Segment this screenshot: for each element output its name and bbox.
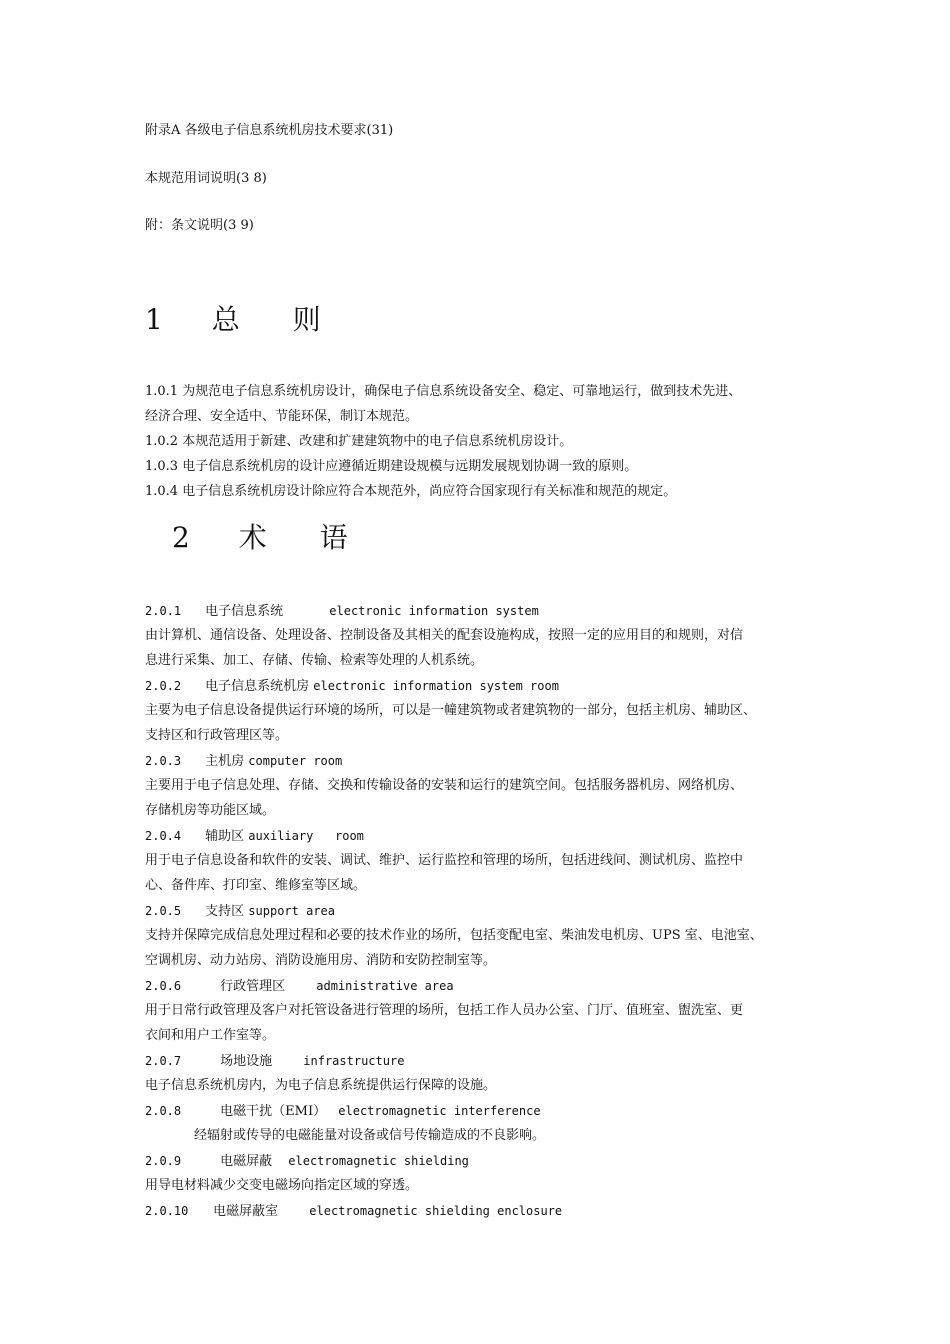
term-chinese: 电子信息系统机房 bbox=[205, 679, 310, 694]
definition-line: 支持区和行政管理区等。 bbox=[145, 728, 289, 743]
chapter-1-heading bbox=[145, 304, 322, 336]
definition-line: 息进行采集、加工、存储、传输、检索等处理的人机系统。 bbox=[145, 653, 484, 668]
term-chinese: 电子信息系统 bbox=[205, 604, 284, 619]
chapter-number: 2 bbox=[172, 521, 191, 554]
toc-entry-appendix-a: 附录A 各级电子信息系统机房技术要求(31) bbox=[145, 123, 394, 138]
term-chinese: 主机房 bbox=[205, 754, 245, 769]
term-entry bbox=[145, 1152, 469, 1171]
toc-entry-wording: 本规范用词说明(3 8) bbox=[145, 171, 267, 186]
term-chinese: 场地设施 bbox=[220, 1054, 273, 1069]
term-entry bbox=[145, 752, 342, 771]
clause-line: 1.0.2 本规范适用于新建、改建和扩建建筑物中的电子信息系统机房设计。 bbox=[145, 434, 573, 449]
term-english: electromagnetic shielding enclosure bbox=[309, 1204, 563, 1218]
term-number: 2.0.3 bbox=[145, 754, 182, 768]
clause-line: 经济合理、安全适中、节能环保，制订本规范。 bbox=[145, 409, 419, 424]
term-english: computer room bbox=[248, 754, 343, 768]
definition-line: 衣间和用户工作室等。 bbox=[145, 1028, 276, 1043]
term-number: 2.0.5 bbox=[145, 904, 182, 918]
chapter-2-heading bbox=[172, 522, 349, 554]
chapter-number: 1 bbox=[145, 303, 164, 336]
term-english: administrative area bbox=[316, 979, 454, 993]
term-entry bbox=[145, 1102, 541, 1121]
toc-entry-explanation: 附：条文说明(3 9) bbox=[145, 218, 254, 233]
clause-line: 1.0.1 为规范电子信息系统机房设计，确保电子信息系统设备安全、稳定、可靠地运行，做到技术先进、 bbox=[145, 384, 742, 399]
definition-line: 用导电材料减少交变电磁场向指定区域的穿透。 bbox=[145, 1178, 419, 1193]
term-number: 2.0.2 bbox=[145, 679, 182, 693]
definition-line: 由计算机、通信设备、处理设备、控制设备及其相关的配套设施构成，按照一定的应用目的和规则，对信 bbox=[145, 628, 744, 643]
term-english: support area bbox=[248, 904, 335, 918]
term-chinese: 电磁干扰（EMI） bbox=[220, 1104, 327, 1119]
term-number: 2.0.6 bbox=[145, 979, 182, 993]
term-chinese: 支持区 bbox=[205, 904, 245, 919]
term-chinese: 行政管理区 bbox=[220, 979, 286, 994]
term-english: electronic information system bbox=[329, 604, 539, 618]
term-entry bbox=[145, 1052, 404, 1071]
clause-line: 1.0.4 电子信息系统机房设计除应符合本规范外，尚应符合国家现行有关标准和规范的规定。 bbox=[145, 484, 677, 499]
definition-line: 主要为电子信息设备提供运行环境的场所，可以是一幢建筑物或者建筑物的一部分，包括主机房、辅助区、 bbox=[145, 703, 757, 718]
term-entry bbox=[145, 677, 559, 696]
definition-line: 用于电子信息设备和软件的安装、调试、维护、运行监控和管理的场所，包括进线间、测试机房、监控中 bbox=[145, 853, 744, 868]
definition-line: 支持并保障完成信息处理过程和必要的技术作业的场所，包括变配电室、柴油发电机房、UPS 室、电池室、 bbox=[145, 928, 763, 943]
term-english: auxiliary room bbox=[248, 829, 364, 843]
term-entry bbox=[145, 902, 335, 921]
term-english: electronic information system room bbox=[313, 679, 559, 693]
definition-line: 经辐射或传导的电磁能量对设备或信号传输造成的不良影响。 bbox=[194, 1128, 546, 1143]
term-entry bbox=[145, 1202, 562, 1221]
term-english: infrastructure bbox=[303, 1054, 405, 1068]
term-number: 2.0.8 bbox=[145, 1104, 182, 1118]
chapter-title-char: 术 bbox=[238, 521, 268, 554]
term-chinese: 辅助区 bbox=[205, 829, 245, 844]
definition-line: 空调机房、动力站房、消防设施用房、消防和安防控制室等。 bbox=[145, 953, 497, 968]
term-number: 2.0.1 bbox=[145, 604, 182, 618]
term-english: electromagnetic interference bbox=[338, 1104, 541, 1118]
term-number: 2.0.7 bbox=[145, 1054, 182, 1068]
term-number: 2.0.9 bbox=[145, 1154, 182, 1168]
term-number: 2.0.4 bbox=[145, 829, 182, 843]
definition-line: 电子信息系统机房内，为电子信息系统提供运行保障的设施。 bbox=[145, 1078, 497, 1093]
term-entry bbox=[145, 602, 539, 621]
definition-line: 用于日常行政管理及客户对托管设备进行管理的场所，包括工作人员办公室、门厅、值班室、盥洗室、更 bbox=[145, 1003, 744, 1018]
term-chinese: 电磁屏蔽室 bbox=[213, 1204, 279, 1219]
chapter-title-char: 语 bbox=[319, 521, 349, 554]
term-chinese: 电磁屏蔽 bbox=[220, 1154, 273, 1169]
term-english: electromagnetic shielding bbox=[288, 1154, 469, 1168]
term-number: 2.0.10 bbox=[145, 1204, 189, 1218]
definition-line: 心、备件库、打印室、维修室等区域。 bbox=[145, 878, 367, 893]
definition-line: 存储机房等功能区域。 bbox=[145, 803, 276, 818]
chapter-title-char: 总 bbox=[211, 303, 241, 336]
term-entry bbox=[145, 977, 454, 996]
term-entry bbox=[145, 827, 364, 846]
chapter-title-char: 则 bbox=[292, 303, 322, 336]
clause-line: 1.0.3 电子信息系统机房的设计应遵循近期建设规模与远期发展规划协调一致的原则。 bbox=[145, 459, 638, 474]
definition-line: 主要用于电子信息处理、存储、交换和传输设备的安装和运行的建筑空间。包括服务器机房、网络机房、 bbox=[145, 778, 744, 793]
